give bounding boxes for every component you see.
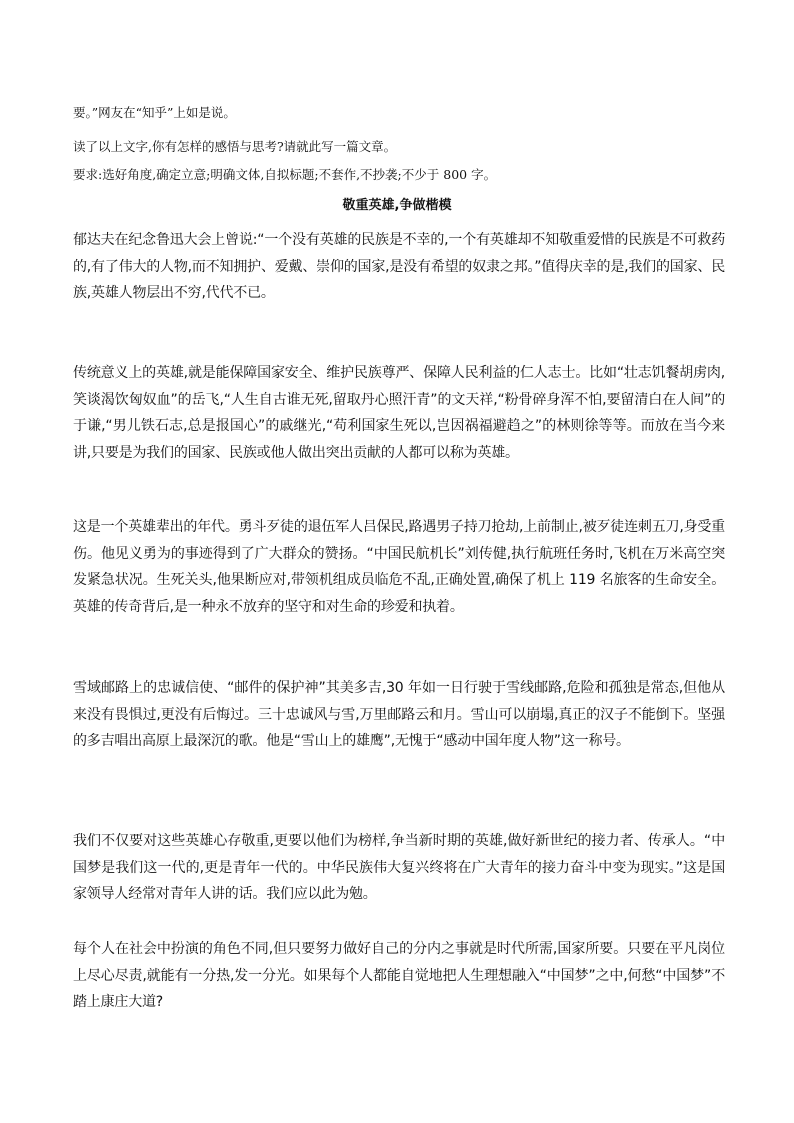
essay-title: 敬重英雄,争做楷模 [342, 198, 452, 213]
essay-paragraph-3: 这是一个英雄辈出的年代。勇斗歹徒的退伍军人吕保民,路遇男子持刀抢劫,上前制止,被歹徒连刺五刀,身受重伤。他见义勇为的事迹得到了广大群众的赞扬。“中国民航机长”刘传健,执行航班任务时,飞机在万米高空突发紧急状况。生死关头,他果断应对,带领机组成员临危不乱,正确处置,确保了机上 119 名旅客的生命安全。英雄的传奇背后,是一种永不放弃的坚守和对生命的珍爱和执着。 [73, 519, 725, 615]
essay-paragraph-6: 每个人在社会中扮演的角色不同,但只要努力做好自己的分内之事就是时代所需,国家所要。只要在平凡岗位上尽心尽责,就能有一分热,发一分光。如果每个人都能自觉地把人生理想融入“中国梦”之中,何愁“中国梦”不踏上康庄大道? [73, 941, 725, 1010]
essay-paragraph-1: 郁达夫在纪念鲁迅大会上曾说:“一个没有英雄的民族是不幸的,一个有英雄却不知敬重爱惜的民族是不可救药的,有了伟大的人物,而不知拥护、爱戴、崇仰的国家,是没有希望的奴隶之邦。”值得庆幸的是,我们的国家、民族,英雄人物层出不穷,代代不已。 [73, 232, 725, 301]
essay-paragraph-2: 传统意义上的英雄,就是能保障国家安全、维护民族尊严、保障人民利益的仁人志士。比如“壮志饥餐胡虏肉,笑谈渴饮匈奴血”的岳飞,“人生自古谁无死,留取丹心照汗青”的文天祥,“粉骨碎身浑不怕,要留清白在人间”的于谦,“男儿铁石志,总是报国心”的戚继光,“苟利国家生死以,岂因祸福避趋之”的林则徐等等。而放在当今来讲,只要是为我们的国家、民族或他人做出突出贡献的人都可以称为英雄。 [73, 365, 725, 461]
prompt-requirements: 要求:选好角度,确定立意;明确文体,自拟标题;不套作,不抄袭;不少于 800 字。 [73, 167, 497, 182]
prompt-line-1: 要。”网友在“知乎”上如是说。 [73, 105, 236, 120]
prompt-line-2: 读了以上文字,你有怎样的感悟与思考?请就此写一篇文章。 [73, 139, 397, 154]
essay-paragraph-4: 雪域邮路上的忠诚信使、“邮件的保护神”其美多吉,30 年如一日行驶于雪线邮路,危险和孤独是常态,但他从来没有畏惧过,更没有后悔过。三十忠诚风与雪,万里邮路云和月。雪山可以崩塌,真正的汉子不能倒下。坚强的多吉唱出高原上最深沉的歌。他是“雪山上的雄鹰”,无愧于“感动中国年度人物”这一称号。 [73, 680, 725, 749]
essay-paragraph-5: 我们不仅要对这些英雄心存敬重,更要以他们为榜样,争当新时期的英雄,做好新世纪的接力者、传承人。“中国梦是我们这一代的,更是青年一代的。中华民族伟大复兴终将在广大青年的接力奋斗中变为现实。”这是国家领导人经常对青年人讲的话。我们应以此为勉。 [73, 833, 725, 902]
